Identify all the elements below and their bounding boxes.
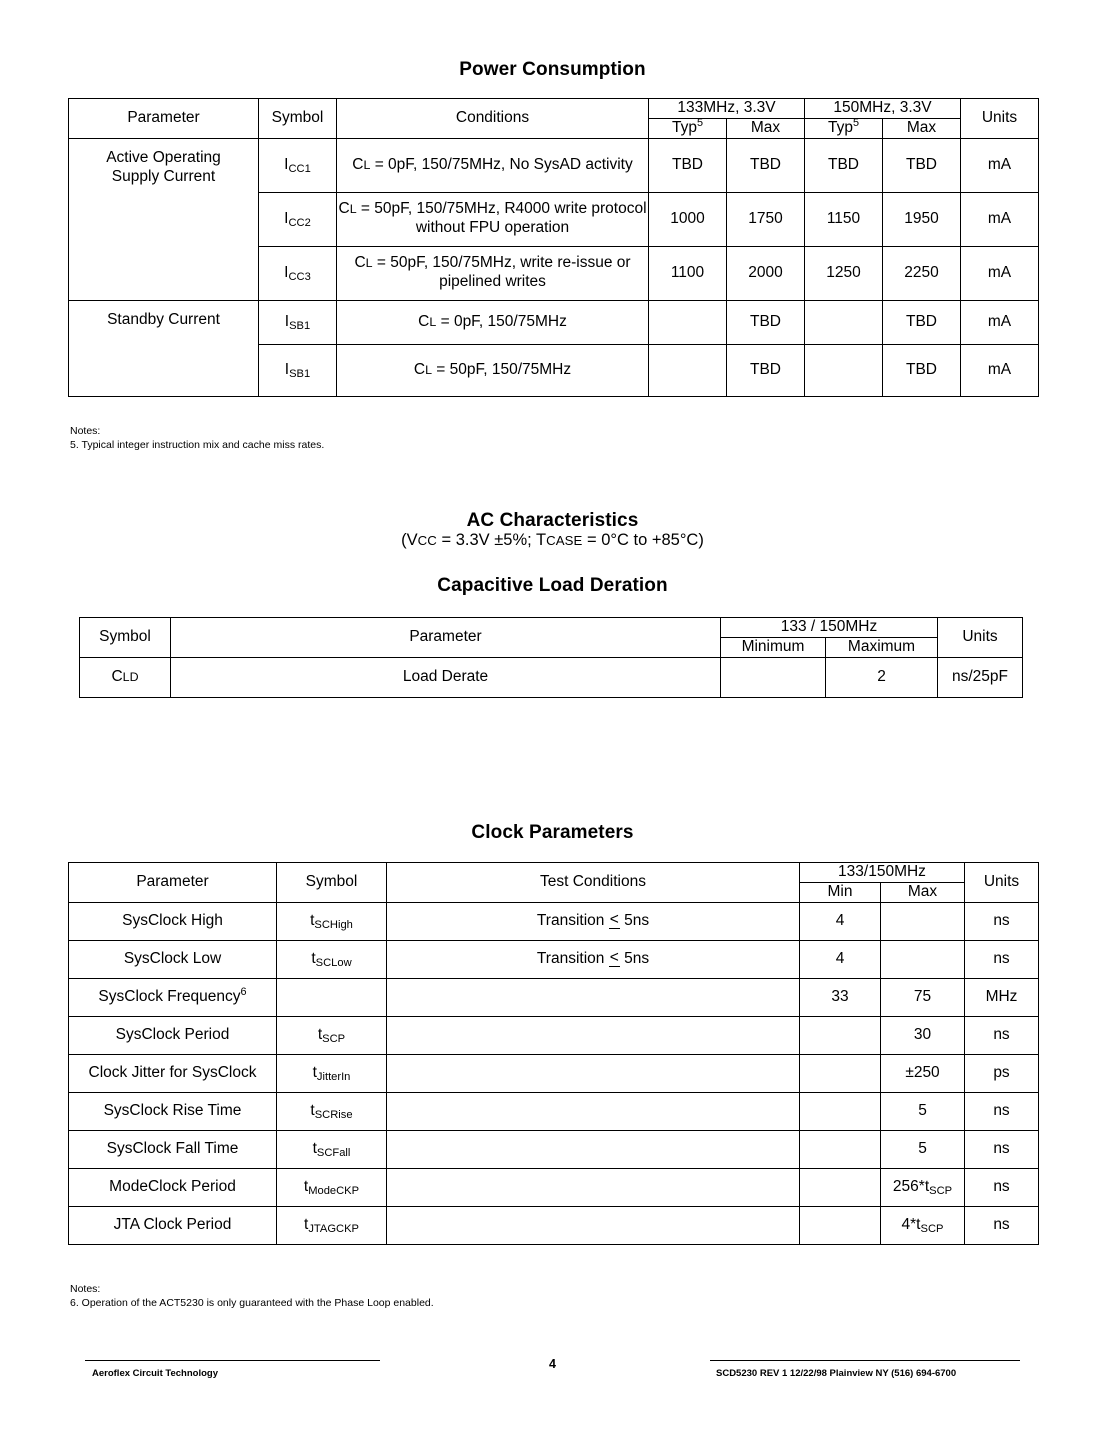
clock-cell-min: 33: [800, 978, 881, 1016]
clock-notes: [70, 1282, 434, 1310]
table-row: [69, 1168, 1039, 1206]
clock-cell-max: 5: [881, 1092, 965, 1130]
power-table-body: [69, 138, 1039, 396]
table-row: [69, 902, 1039, 940]
symbol-base: I: [284, 312, 290, 330]
symbol-base: I: [284, 209, 289, 227]
clock-cell-min: [800, 1168, 881, 1206]
table-row: [69, 1130, 1039, 1168]
symbol-base: C: [111, 667, 123, 685]
table-row: [80, 657, 1023, 697]
power-cell-max-150: TBD: [883, 344, 961, 396]
subtitle-mid2: = 0°C to +85°C): [582, 531, 704, 549]
power-notes-text: 5. Typical integer instruction mix and cache miss rates.: [70, 439, 325, 452]
power-cell-typ-133: [649, 300, 727, 344]
clock-header-parameter: Parameter: [69, 863, 277, 903]
footer-company: Aeroflex Circuit Technology: [92, 1368, 218, 1379]
clock-cell-symbol: [277, 902, 387, 940]
table-row: [69, 1016, 1039, 1054]
clock-cell-symbol: [277, 1168, 387, 1206]
cap-header-parameter: Parameter: [171, 618, 721, 658]
symbol-subscript: CC1: [288, 162, 311, 175]
param-text: SysClock Rise Time: [103, 1101, 242, 1119]
power-notes: [70, 424, 324, 452]
clock-cell-min: 4: [800, 902, 881, 940]
param-text: SysClock High: [122, 911, 223, 929]
power-cell-typ-133: TBD: [649, 138, 727, 192]
power-cell-typ-150: [805, 344, 883, 396]
power-cell-max-133: 1750: [727, 192, 805, 246]
power-cell-typ-150: 1150: [805, 192, 883, 246]
power-cell-max-133: 2000: [727, 246, 805, 300]
test-post: 5ns: [619, 911, 650, 929]
power-cell-typ-133: 1000: [649, 192, 727, 246]
clock-cell-min: [800, 1054, 881, 1092]
power-header-conditions: Conditions: [337, 99, 649, 139]
clock-cell-symbol: [277, 1016, 387, 1054]
param-text: SysClock Frequency: [98, 987, 241, 1005]
clock-cell-test-conditions: [387, 1206, 800, 1244]
param-text: SysClock Period: [115, 1025, 230, 1043]
clock-cell-test-conditions: [387, 1168, 800, 1206]
typ-label: Typ: [827, 118, 853, 136]
power-cell-conditions: [337, 246, 649, 300]
clock-cell-units: ns: [965, 1130, 1039, 1168]
clock-cell-test-conditions: [387, 1016, 800, 1054]
cap-header-minimum: Minimum: [721, 637, 826, 657]
clock-cell-units: ns: [965, 1168, 1039, 1206]
power-header-max-133: Max: [727, 118, 805, 138]
test-pre: Transition: [536, 911, 609, 929]
cond-c: C: [418, 312, 430, 330]
clock-parameters-table: [68, 862, 1039, 1245]
cond-c: C: [338, 200, 350, 218]
symbol-base: I: [284, 263, 289, 281]
clock-cell-test-conditions: [387, 978, 800, 1016]
clock-header-symbol: Symbol: [277, 863, 387, 903]
clock-cell-units: MHz: [965, 978, 1039, 1016]
clock-cell-max: 75: [881, 978, 965, 1016]
clock-cell-max: ±250: [881, 1054, 965, 1092]
cap-header-row-1: [80, 618, 1023, 638]
power-header-group-133: 133MHz, 3.3V: [649, 99, 805, 119]
symbol-subscript: SB1: [289, 319, 311, 332]
cond-c: C: [413, 360, 426, 378]
clock-cell-parameter: [69, 1168, 277, 1206]
table-row: [69, 300, 1039, 344]
symbol-subscript: SCRise: [314, 1108, 353, 1121]
cond-sub: L: [349, 202, 357, 217]
clock-table-head: [69, 863, 1039, 903]
symbol-base: t: [311, 949, 316, 967]
power-cell-typ-150: 1250: [805, 246, 883, 300]
param-text: SysClock Fall Time: [106, 1139, 239, 1157]
cond-sub: L: [429, 314, 437, 329]
power-table-head: [69, 99, 1039, 139]
cap-header-group: 133 / 150MHz: [721, 618, 938, 638]
power-cell-typ-150: [805, 300, 883, 344]
clock-cell-symbol: [277, 1130, 387, 1168]
cap-table-body: [80, 657, 1023, 697]
power-cell-symbol: [259, 300, 337, 344]
cond-c: C: [352, 155, 364, 173]
symbol-base: t: [312, 1063, 317, 1081]
symbol-base: t: [312, 1139, 317, 1157]
cond-sub: L: [425, 362, 432, 377]
cap-header-symbol: Symbol: [80, 618, 171, 658]
power-cell-max-133: TBD: [727, 300, 805, 344]
clock-header-units: Units: [965, 863, 1039, 903]
clock-cell-parameter: [69, 1016, 277, 1054]
cond-text: = 50pF, 150/75MHz, write re-issue or pipelined writes: [372, 254, 631, 291]
symbol-subscript: ModeCKP: [308, 1184, 360, 1197]
cap-header-maximum: Maximum: [826, 637, 938, 657]
test-pre: Transition: [536, 949, 609, 967]
capacitive-load-deration-title: Capacitive Load Deration: [437, 575, 668, 596]
page-number: 4: [549, 1357, 556, 1371]
ac-characteristics-title: AC Characteristics: [466, 510, 639, 531]
power-cell-typ-150: TBD: [805, 138, 883, 192]
clock-parameters-title: Clock Parameters: [471, 822, 634, 843]
param-footnote: 6: [240, 985, 247, 998]
param-text: SysClock Low: [123, 949, 222, 967]
cond-text: = 0pF, 150/75MHz: [436, 312, 567, 330]
cap-cell-parameter: Load Derate: [171, 657, 721, 697]
clock-cell-units: ns: [965, 1092, 1039, 1130]
power-cell-max-133: TBD: [727, 344, 805, 396]
power-header-row-1: [69, 99, 1039, 119]
power-cell-units: mA: [961, 192, 1039, 246]
clock-cell-min: [800, 1092, 881, 1130]
test-post: 5ns: [619, 949, 650, 967]
symbol-subscript: SCLow: [315, 956, 352, 969]
power-cell-symbol: [259, 246, 337, 300]
symbol-subscript: CC3: [288, 270, 311, 283]
power-header-max-150: Max: [883, 118, 961, 138]
cond-c: C: [354, 254, 366, 272]
symbol-subscript: SCFall: [316, 1146, 351, 1159]
symbol-base: t: [310, 911, 315, 929]
power-cell-max-150: 2250: [883, 246, 961, 300]
clock-cell-test-conditions: [387, 1092, 800, 1130]
clock-cell-test-conditions: [387, 902, 800, 940]
cap-cell-minimum: [721, 657, 826, 697]
param-text: Clock Jitter for SysClock: [88, 1063, 257, 1081]
cond-sub: L: [365, 256, 373, 271]
less-or-equal-icon: <: [609, 910, 619, 928]
param-text: JTA Clock Period: [113, 1215, 232, 1233]
table-row: [69, 1054, 1039, 1092]
clock-cell-min: [800, 1130, 881, 1168]
power-cell-units: mA: [961, 300, 1039, 344]
less-or-equal-icon: <: [609, 948, 619, 966]
clock-cell-max: [881, 940, 965, 978]
power-consumption-title: Power Consumption: [459, 59, 646, 80]
clock-cell-min: [800, 1206, 881, 1244]
power-header-typ-150: [805, 118, 883, 138]
cond-text: = 50pF, 150/75MHz, R4000 write protocol without FPU operation: [356, 200, 647, 237]
table-row: [69, 978, 1039, 1016]
clock-cell-min: [800, 1016, 881, 1054]
symbol-subscript: CC2: [288, 216, 311, 229]
typ-footnote: 5: [852, 116, 859, 129]
clock-header-test-conditions: Test Conditions: [387, 863, 800, 903]
symbol-subscript: SCP: [322, 1032, 346, 1045]
max-subscript: SCP: [920, 1222, 944, 1235]
clock-cell-parameter: [69, 978, 277, 1016]
clock-header-group: 133/150MHz: [800, 863, 965, 883]
clock-cell-max: 30: [881, 1016, 965, 1054]
clock-cell-parameter: [69, 1054, 277, 1092]
power-header-parameter: Parameter: [69, 99, 259, 139]
power-cell-max-133: TBD: [727, 138, 805, 192]
cap-cell-units: ns/25pF: [938, 657, 1023, 697]
clock-cell-test-conditions: [387, 940, 800, 978]
symbol-base: t: [303, 1177, 309, 1195]
symbol-base: t: [310, 1101, 315, 1119]
ac-characteristics-subtitle: [0, 531, 1105, 550]
table-row: [69, 1206, 1039, 1244]
cap-cell-maximum: 2: [826, 657, 938, 697]
clock-cell-symbol: [277, 1092, 387, 1130]
subtitle-mid1: = 3.3V ±5%; T: [436, 531, 547, 549]
power-cell-symbol: [259, 344, 337, 396]
power-cell-parameter-active: Active Operating Supply Current: [69, 138, 259, 300]
subtitle-tcase-smallcaps: CASE: [546, 533, 583, 548]
subtitle-open: (V: [401, 531, 418, 549]
clock-cell-max: [881, 1168, 965, 1206]
cond-sub: L: [363, 157, 371, 172]
power-header-symbol: Symbol: [259, 99, 337, 139]
capacitive-load-deration-table: [79, 617, 1023, 698]
clock-cell-max: 5: [881, 1130, 965, 1168]
power-cell-typ-133: [649, 344, 727, 396]
footer-rule-right: [710, 1360, 1020, 1361]
power-cell-conditions: [337, 344, 649, 396]
power-cell-conditions: [337, 192, 649, 246]
symbol-subscript: JitterIn: [316, 1070, 351, 1083]
clock-cell-units: ns: [965, 902, 1039, 940]
symbol-base: I: [284, 155, 289, 173]
power-cell-max-150: TBD: [883, 300, 961, 344]
footer-docinfo: SCD5230 REV 1 12/22/98 Plainview NY (516) 694-6700: [716, 1368, 957, 1379]
cap-header-units: Units: [938, 618, 1023, 658]
power-cell-typ-133: 1100: [649, 246, 727, 300]
clock-cell-min: 4: [800, 940, 881, 978]
max-base: 256*t: [892, 1177, 930, 1195]
power-cell-max-150: TBD: [883, 138, 961, 192]
table-row: [69, 138, 1039, 192]
symbol-base: t: [304, 1215, 309, 1233]
symbol-subscript: SCHigh: [314, 918, 353, 931]
power-header-typ-133: [649, 118, 727, 138]
power-cell-conditions: [337, 300, 649, 344]
clock-cell-max: [881, 902, 965, 940]
clock-cell-symbol: [277, 940, 387, 978]
clock-cell-units: ns: [965, 940, 1039, 978]
power-notes-label: Notes:: [70, 425, 101, 437]
table-row: [69, 1092, 1039, 1130]
cap-table-head: [80, 618, 1023, 658]
clock-cell-parameter: [69, 1206, 277, 1244]
clock-header-max: Max: [881, 882, 965, 902]
max-base: 4*t: [901, 1215, 921, 1233]
power-header-group-150: 150MHz, 3.3V: [805, 99, 961, 119]
cap-cell-symbol: [80, 657, 171, 697]
clock-cell-units: ps: [965, 1054, 1039, 1092]
clock-cell-symbol: [277, 978, 387, 1016]
clock-cell-units: ns: [965, 1206, 1039, 1244]
clock-cell-parameter: [69, 902, 277, 940]
power-cell-units: mA: [961, 138, 1039, 192]
clock-notes-text: 6. Operation of the ACT5230 is only guaranteed with the Phase Loop enabled.: [70, 1297, 434, 1310]
power-cell-units: mA: [961, 344, 1039, 396]
table-row: [69, 940, 1039, 978]
clock-cell-parameter: [69, 1130, 277, 1168]
power-consumption-table: [68, 98, 1039, 397]
symbol-smallcaps: LD: [122, 669, 139, 684]
clock-cell-test-conditions: [387, 1054, 800, 1092]
clock-notes-label: Notes:: [70, 1283, 101, 1295]
power-cell-max-150: 1950: [883, 192, 961, 246]
cond-text: = 0pF, 150/75MHz, No SysAD activity: [370, 155, 633, 173]
cond-text: = 50pF, 150/75MHz: [431, 360, 572, 378]
power-cell-parameter-standby: Standby Current: [69, 300, 259, 396]
symbol-subscript: JTAGCKP: [308, 1222, 359, 1235]
symbol-base: I: [284, 360, 290, 378]
power-cell-symbol: [259, 192, 337, 246]
subtitle-vcc-smallcaps: CC: [417, 533, 437, 548]
clock-cell-symbol: [277, 1054, 387, 1092]
typ-label: Typ: [671, 118, 697, 136]
clock-table-body: [69, 902, 1039, 1244]
power-cell-conditions: [337, 138, 649, 192]
typ-footnote: 5: [696, 116, 703, 129]
clock-cell-symbol: [277, 1206, 387, 1244]
power-cell-symbol: [259, 138, 337, 192]
power-cell-units: mA: [961, 246, 1039, 300]
param-text: ModeClock Period: [109, 1177, 236, 1195]
power-header-units: Units: [961, 99, 1039, 139]
clock-header-min: Min: [800, 882, 881, 902]
clock-cell-test-conditions: [387, 1130, 800, 1168]
clock-cell-parameter: [69, 940, 277, 978]
clock-cell-parameter: [69, 1092, 277, 1130]
symbol-subscript: SB1: [289, 367, 311, 380]
max-subscript: SCP: [929, 1184, 953, 1197]
symbol-base: t: [317, 1025, 323, 1043]
clock-header-row-1: [69, 863, 1039, 883]
clock-cell-units: ns: [965, 1016, 1039, 1054]
clock-cell-max: [881, 1206, 965, 1244]
